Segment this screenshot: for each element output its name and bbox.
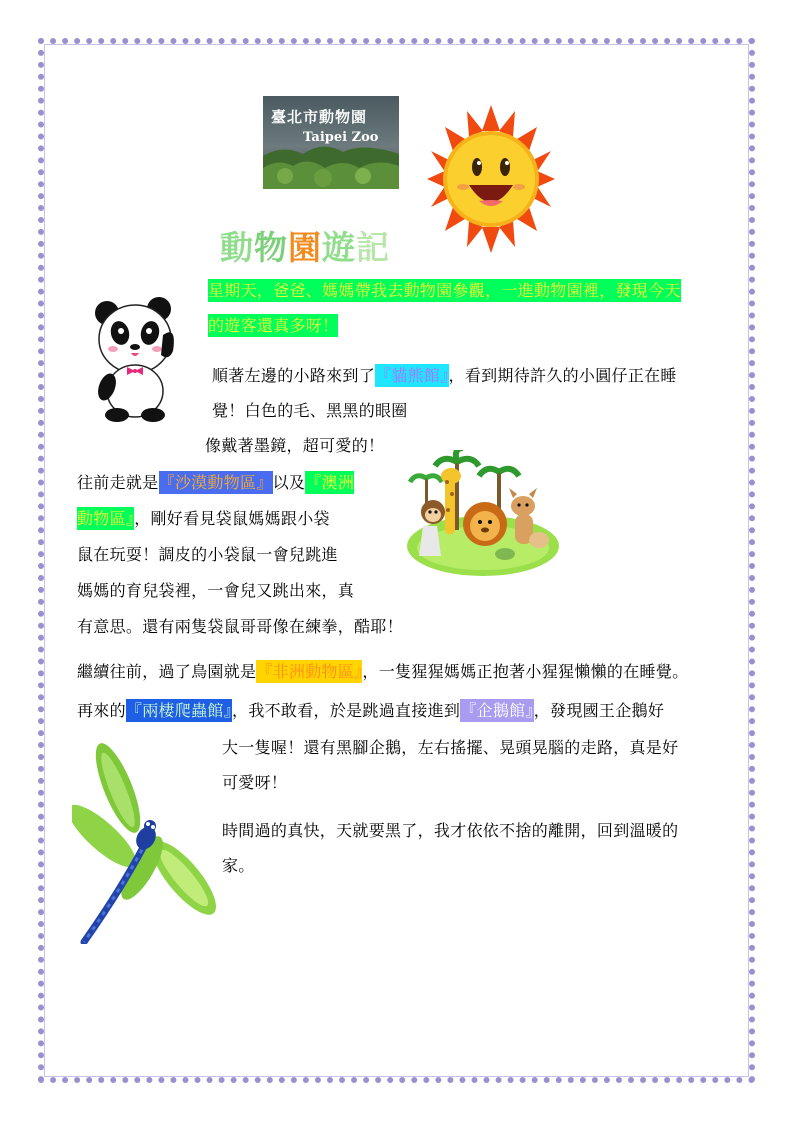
- desert-zone-highlight: 『沙漠動物區』: [158, 473, 273, 492]
- p4-line-4: 可愛呀！: [222, 773, 288, 792]
- logo-text-cn: 臺北市動物園: [271, 108, 368, 126]
- panda-image: [93, 295, 177, 423]
- p4-line-2: [77, 701, 664, 721]
- taipei-zoo-logo: [263, 96, 399, 189]
- page-title: [220, 222, 390, 269]
- title-char-5: 記: [356, 228, 390, 267]
- title-char-3: 園: [288, 228, 322, 267]
- logo-text-en: Taipei Zoo: [303, 130, 379, 145]
- p5-line-1: 時間過的真快，天就要黑了，我才依依不捨的離開，回到溫暖的: [222, 821, 679, 840]
- p3-text-2: 以及: [272, 473, 306, 492]
- africa-zone-highlight: 『非洲動物區』: [256, 662, 363, 681]
- australia-zone-highlight-1: 『澳洲: [305, 473, 355, 492]
- p2-text-1: 順著左邊的小路來到了: [212, 366, 376, 385]
- p4-text-5: ，發現國王企鵝好: [533, 701, 665, 720]
- p3-text-3: ，剛好看見袋鼠媽媽跟小袋: [134, 509, 330, 528]
- sun-face-image: [426, 103, 556, 255]
- p1-line-2: [208, 316, 338, 336]
- p3-line-3: 鼠在玩耍！調皮的小袋鼠一會兒跳進: [77, 545, 338, 564]
- panda-hall-highlight: 『貓熊館』: [375, 366, 449, 385]
- p2-line-1: [212, 366, 677, 386]
- p3-text-1: 往前走就是: [77, 473, 159, 492]
- p2-line-3: 像戴著墨鏡，超可愛的！: [205, 436, 385, 455]
- penguin-hall-highlight: 『企鵝館』: [460, 701, 534, 720]
- p4-text-3: 再來的: [77, 701, 126, 720]
- title-char-2: 物: [254, 228, 288, 267]
- reptile-hall-highlight: 『兩棲爬蟲館』: [125, 701, 233, 720]
- dragonfly-image: [72, 738, 224, 944]
- p5-line-2: 家。: [222, 856, 255, 875]
- title-char-1: 動: [220, 228, 254, 267]
- title-char-4: 遊: [322, 228, 356, 267]
- p4-text-2: ，一隻猩猩媽媽正抱著小猩猩懶懶的在睡覺。: [362, 662, 689, 681]
- p4-text-1: 繼續往前，過了鳥園就是: [77, 662, 257, 681]
- p1-line-1: [208, 281, 681, 301]
- p3-line-2: [77, 509, 330, 529]
- p3-line-4: 媽媽的育兒袋裡，一會兒又跳出來，真: [77, 581, 355, 600]
- p2-line-2: 覺！白色的毛、黑黑的眼圈: [212, 401, 408, 420]
- p4-line-1: [77, 662, 688, 682]
- p3-line-1: [77, 473, 354, 493]
- australia-zone-highlight-2: 動物區』: [77, 509, 135, 528]
- p3-line-5: 有意思。還有兩隻袋鼠哥哥像在練拳，酷耶！: [77, 617, 404, 636]
- p4-line-3: 大一隻喔！還有黑腳企鵝，左右搖擺、晃頭晃腦的走路，真是好: [222, 738, 679, 757]
- p2-text-2: ，看到期待許久的小圓仔正在睡: [448, 366, 677, 385]
- p1-highlight-2: 的遊客還真多呀！: [208, 316, 339, 335]
- p1-highlight-1: 星期天，爸爸、媽媽帶我去動物園參觀，一進動物園裡，發現今天: [208, 281, 681, 300]
- p4-text-4: ，我不敢看，於是跳過直接進到: [232, 701, 461, 720]
- zoo-animals-image: [405, 450, 560, 578]
